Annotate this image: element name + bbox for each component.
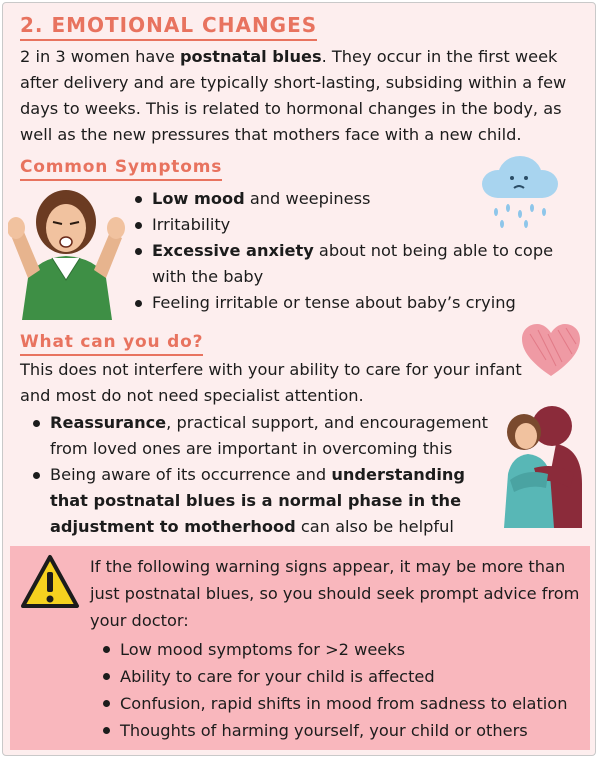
symptoms-list — [132, 186, 572, 316]
section-title: 2. EMOTIONAL CHANGES — [20, 12, 317, 41]
list-item: Reassurance, practical support, and encouragement from loved ones are important in overcoming this — [30, 410, 500, 462]
list-item: Excessive anxiety about not being able to cope with the baby — [132, 238, 572, 290]
list-item: Confusion, rapid shifts in mood from sadness to elation — [100, 690, 586, 717]
list-item: Irritability — [132, 212, 572, 238]
warning-triangle-icon — [20, 554, 80, 610]
stressed-woman-illustration — [8, 186, 126, 320]
intro-paragraph — [20, 44, 586, 148]
list-item: Feeling irritable or tense about baby’s crying — [132, 290, 572, 316]
list-item: Ability to care for your child is affected — [100, 663, 586, 690]
list-item: Being aware of its occurrence and understanding that postnatal blues is a normal phase in the adjustment to motherhood can also be helpful — [30, 462, 500, 540]
intro-rest: . They occur in the first week after delivery and are typically short-lasting, subsiding within a few days to weeks. This is related to hormonal changes in the body, as well as the new pressures that mothers face with a new child. — [20, 47, 567, 144]
list-item: Low mood and weepiness — [132, 186, 572, 212]
actions-heading: What can you do? — [20, 331, 203, 356]
intro-bold: postnatal blues — [179, 47, 322, 66]
hugging-couple-illustration — [494, 404, 586, 528]
warning-intro: If the following warning signs appear, it may be more than just postnatal blues, so you should seek prompt advice from your doctor: — [90, 557, 580, 630]
list-item: Low mood symptoms for >2 weeks — [100, 636, 586, 663]
actions-intro: This does not interfere with your ability to care for your infant and most do not need specialist attention. — [20, 360, 522, 405]
symptoms-heading: Common Symptoms — [20, 156, 222, 181]
intro-lead: 2 in 3 women have — [20, 47, 180, 66]
warning-signs-list — [100, 636, 586, 744]
list-item: Thoughts of harming yourself, your child or others — [100, 717, 586, 744]
actions-list — [30, 410, 500, 540]
